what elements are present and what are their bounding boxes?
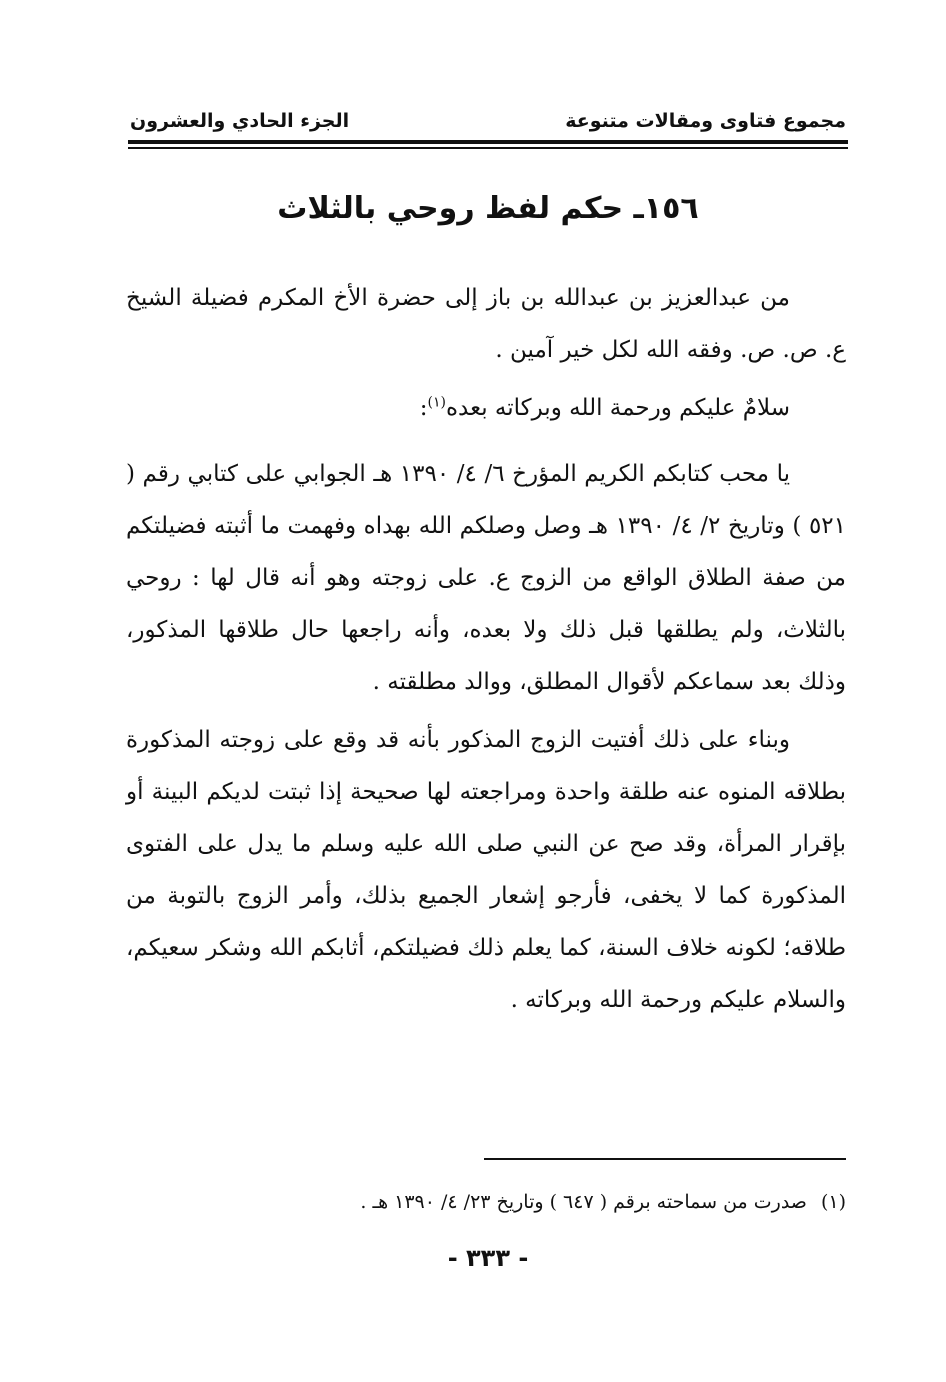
volume-label: الجزء الحادي والعشرون (130, 110, 350, 132)
page-number: - ٣٣٣ - (447, 1244, 529, 1272)
footnote-mark: (١) (820, 1191, 846, 1213)
greeting-text: سلامٌ عليكم ورحمة الله وبركاته بعده (446, 395, 790, 421)
footnote-reference: (١) (427, 394, 446, 411)
book-title: مجموع فتاوى ومقالات متنوعة (565, 110, 846, 132)
running-header (130, 98, 846, 132)
article-title: حكم لفظ روحي بالثلاث (277, 191, 624, 226)
article-heading (130, 182, 846, 236)
letter-address: من عبدالعزيز بن عبدالله بن باز إلى حضرة الأخ المكرم فضيلة الشيخ ع. ص. ص. وفقه الله لكل خير آمين . (126, 285, 846, 363)
letter-paragraph-2: وبناء على ذلك أفتيت الزوج المذكور بأنه قد وقع على زوجته المذكورة بطلاقه المنوه عنه طلقة واحدة ومراجعته لها صحيحة إذا ثبتت لديكم البينة أو بإقرار المرأة، وقد صح عن النبي صلى الله عليه وسلم ما يدل على الفتوى المذكورة كما لا يخفى، فأرجو إشعار الجميع بذلك، وأمر الزوج بالتوبة من طلاقه؛ لكونه خلاف السنة، كما يعلم ذلك فضيلتكم، أثابكم الله وشكر سعيكم، والسلام عليكم ورحمة الله وبركاته . (126, 727, 846, 1013)
greeting-colon: : (419, 395, 428, 421)
footnote-text: صدرت من سماحته برقم ( ٦٤٧ ) وتاريخ ٢٣/ ٤/ ١٣٩٠ هـ . (360, 1191, 807, 1213)
header-rule-secondary (128, 147, 848, 149)
article-body (126, 272, 846, 1032)
header-rule (128, 140, 848, 144)
letter-greeting (126, 382, 846, 434)
footnote-separator (484, 1158, 846, 1160)
article-number: ١٥٦ (643, 191, 699, 226)
article-dash: ـ (623, 191, 644, 226)
letter-paragraph-1: يا محب كتابكم الكريم المؤرخ ٦/ ٤/ ١٣٩٠ هـ الجوابي على كتابي رقم ( ٥٢١ ) وتاريخ ٢/ ٤/ ١٣٩٠ هـ وصل وصلكم الله بهداه وفهمت ما أثبته فضيلتكم من صفة الطلاق الواقع من الزوج ع. على زوجته وهو أنه قال لها : روحي بالثلاث، ولم يطلقها قبل ذلك ولا بعده، وأنه راجعها حال طلاقها المذكور، وذلك بعد سماعكم لأقوال المطلق، ووالد مطلقته . (126, 461, 847, 695)
footnote (140, 1184, 846, 1220)
